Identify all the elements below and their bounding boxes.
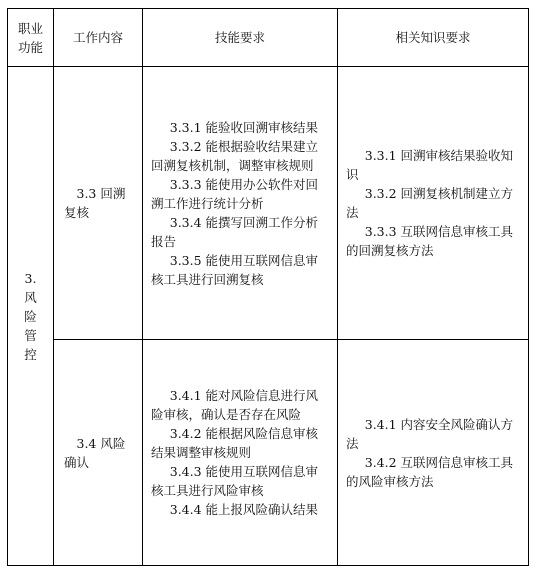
skills-standard-table [7,8,529,566]
work-content-cell [54,340,143,566]
work-content-line: 复核 [64,205,90,220]
work-content-cell [54,67,143,340]
knowledge-requirements-cell [338,340,529,566]
skill-item: 3.4.4 能上报风险确认结果 [169,502,319,517]
header-skill-requirements: 技能要求 [143,9,338,67]
knowledge-item: 3.4.2 互联网信息审核工具的风险审核方法 [346,454,514,489]
header-function-line-1: 职业 [17,20,43,36]
table-row [8,67,529,340]
work-content-line: 3.4 风险 [76,435,126,451]
header-knowledge-requirements: 相关知识要求 [338,9,529,67]
skill-item: 3.3.2 能根据验收结果建立回溯复核机制，调整审核规则 [151,138,319,173]
knowledge-requirements-cell [338,67,529,340]
skill-item: 3.4.1 能对风险信息进行风险审核，确认是否存在风险 [151,388,319,422]
skill-item: 3.4.3 能使用互联网信息审核工具进行风险审核 [151,464,319,498]
skill-item: 3.3.5 能使用互联网信息审核工具进行回溯复核 [151,252,319,287]
skill-item: 3.3.1 能验收回溯审核结果 [169,119,319,135]
skill-requirements-cell [143,67,338,340]
knowledge-item: 3.3.2 回溯复核机制建立方法 [346,186,514,220]
header-function-line-2: 功能 [17,39,43,55]
function-cell [8,67,54,566]
header-row [8,9,529,67]
skill-requirements-cell [143,340,338,566]
function-name-char: 管 [24,327,37,343]
skill-item: 3.3.4 能撰写回溯工作分析报告 [151,214,319,249]
table-row [8,340,529,566]
skill-item: 3.3.3 能使用办公软件对回溯工作进行统计分析 [151,176,319,211]
function-name-char: 控 [24,346,37,362]
function-name-char: 风 [24,289,37,305]
function-number: 3. [24,270,37,286]
work-content-line: 3.3 回溯 [76,186,126,201]
header-function [8,9,54,67]
work-content-line: 确认 [64,454,90,470]
knowledge-item: 3.3.3 互联网信息审核工具的回溯复核方法 [346,224,514,258]
header-work-content: 工作内容 [54,9,143,67]
knowledge-item: 3.3.1 回溯审核结果验收知识 [346,148,514,182]
skill-item: 3.4.2 能根据风险信息审核结果调整审核规则 [151,426,319,460]
function-name-char: 险 [24,308,37,324]
knowledge-item: 3.4.1 内容安全风险确认方法 [346,416,514,451]
